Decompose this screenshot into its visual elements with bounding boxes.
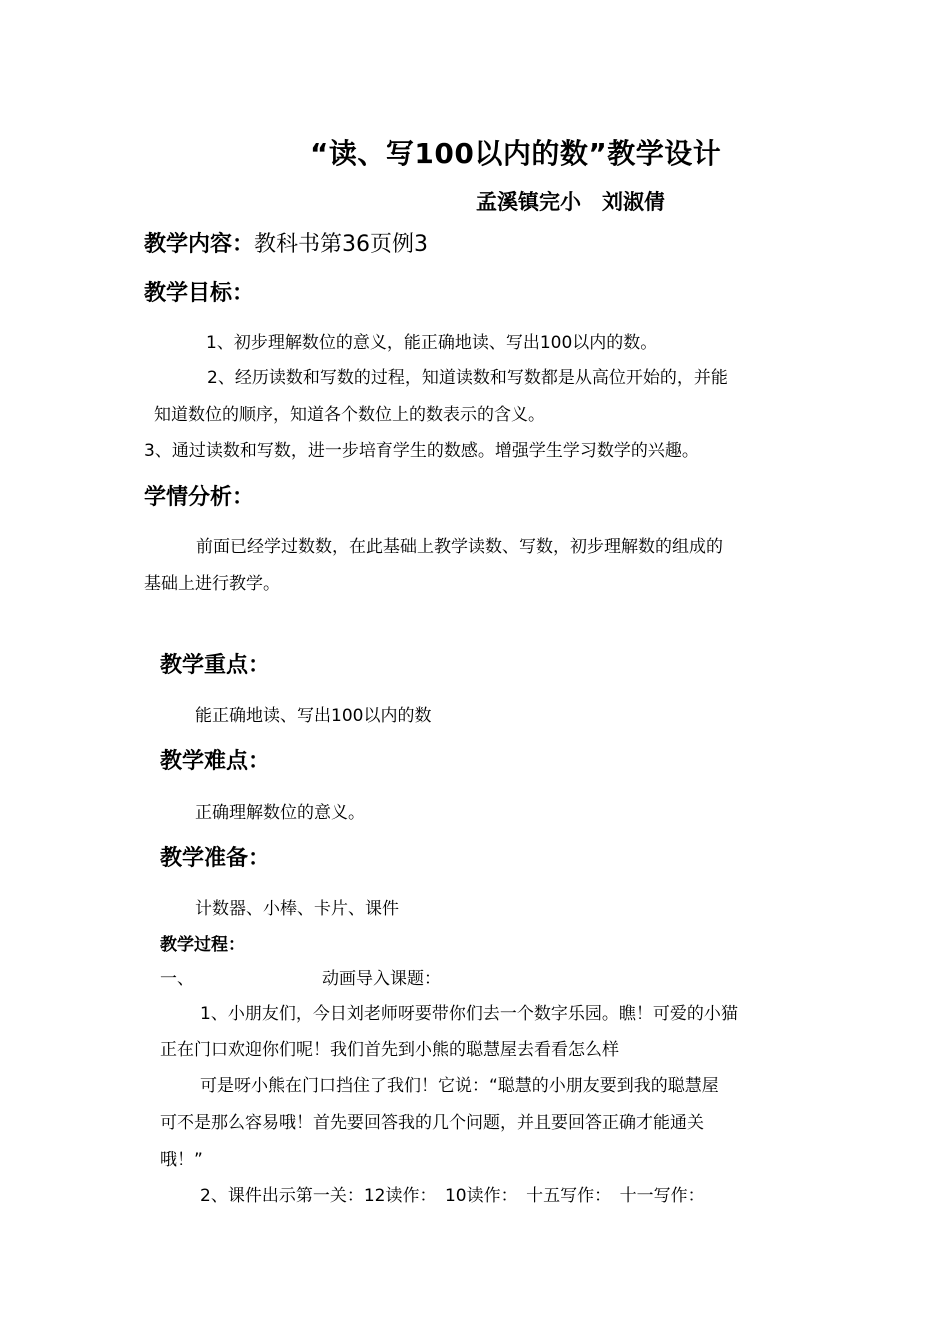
paragraph-2-line-1: 可是呀小熊在门口挡住了我们！它说：“聪慧的小朋友要到我的聪慧屋 [200, 1076, 719, 1096]
teaching-content-label: 教学内容： [144, 232, 255, 257]
paragraph-1-line-1: 1、小朋友们，今日刘老师呀要带你们去一个数字乐园。瞧！可爱的小猫 [200, 1004, 738, 1024]
objective-item-2-line-1: 2、经历读数和写数的过程，知道读数和写数都是从高位开始的，并能 [207, 368, 728, 388]
analysis-line-2: 基础上进行教学。 [144, 574, 280, 594]
section-1-title: 动画导入课题： [322, 969, 441, 989]
difficulty-heading: 教学难点： [160, 749, 271, 774]
preparation-text: 计数器、小棒、卡片、课件 [195, 899, 399, 919]
difficulty-text: 正确理解数位的意义。 [195, 803, 365, 823]
objective-item-2-line-2: 知道数位的顺序，知道各个数位上的数表示的含义。 [154, 405, 545, 425]
objective-item-3: 3、通过读数和写数，进一步培育学生的数感。增强学生学习数学的兴趣。 [144, 441, 699, 461]
objectives-heading: 教学目标： [144, 281, 255, 306]
paragraph-2-line-2: 可不是那么容易哦！首先要回答我的几个问题，并且要回答正确才能通关 [160, 1113, 704, 1133]
analysis-heading: 学情分析： [144, 485, 255, 510]
key-point-heading: 教学重点： [160, 653, 271, 678]
teaching-content [144, 227, 428, 258]
preparation-heading: 教学准备： [160, 846, 271, 871]
page-title: “读、写100以内的数”教学设计 [310, 137, 722, 170]
analysis-line-1: 前面已经学过数数，在此基础上教学读数、写数，初步理解数的组成的 [196, 537, 723, 557]
teaching-content-value: 教科书第36页例3 [254, 232, 429, 257]
paragraph-3: 2、课件出示第一关：12读作： 10读作： 十五写作： 十一写作： [200, 1186, 705, 1206]
key-point-text: 能正确地读、写出100以内的数 [195, 706, 432, 726]
process-heading: 教学过程： [160, 935, 245, 955]
paragraph-1-line-2: 正在门口欢迎你们呢！我们首先到小熊的聪慧屋去看看怎么样 [160, 1040, 619, 1060]
author-line: 孟溪镇完小 刘淑倩 [476, 190, 665, 214]
paragraph-2-line-3: 哦！” [160, 1150, 203, 1170]
objective-item-1: 1、初步理解数位的意义，能正确地读、写出100以内的数。 [206, 333, 658, 353]
section-1-number: 一、 [160, 969, 194, 989]
